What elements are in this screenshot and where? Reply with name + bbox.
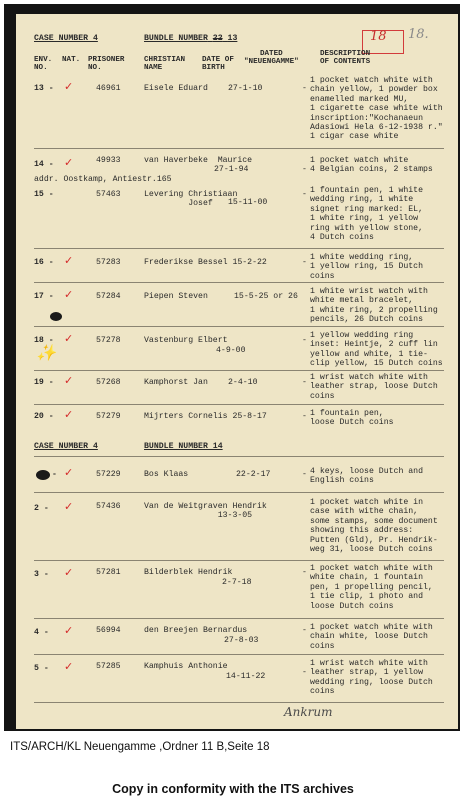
row-address: addr. Oostkamp, Antiestr.165 — [34, 175, 172, 184]
row-name: Vastenburg Elbert — [144, 336, 228, 345]
row-prisoner-no: 57278 — [96, 336, 121, 345]
row-divider — [34, 248, 444, 249]
row-divider — [34, 404, 444, 405]
row-name: Van de Weitgraven Hendrik 13-3-05 — [144, 502, 267, 521]
row-env-no: 17 - — [34, 292, 54, 301]
row-description: 1 yellow wedding ring inset: Heintje, 2 cuff lin yellow and white, 1 tie- clip yellow, 15 Dutch coins — [310, 331, 443, 369]
col-date-of-birth: DATE OF BIRTH — [202, 56, 234, 73]
col-nat: NAT. — [62, 56, 81, 64]
red-check-mark: ✓ — [64, 466, 74, 479]
row-env-no: 14 - — [34, 160, 54, 169]
red-check-mark: ✓ — [64, 566, 74, 579]
row-name: Eisele Eduard — [144, 84, 208, 93]
row-description: 1 wrist watch white with leather strap, 1 yellow wedding ring, loose Dutch coins — [310, 659, 433, 697]
row-env-no: 2 - — [34, 504, 49, 513]
row-prisoner-no: 57279 — [96, 412, 121, 421]
col-dated: DATED "NEUENGAMME" — [244, 50, 299, 67]
bundle-number-heading — [144, 34, 237, 43]
row-dob: 4-9-00 — [216, 346, 246, 355]
bundle-label: BUNDLE NUMBER — [144, 34, 208, 43]
row-prisoner-no: 57436 — [96, 502, 121, 511]
row-prisoner-no: 57284 — [96, 292, 121, 301]
red-check-mark: ✓ — [64, 332, 74, 345]
row-description: 1 wrist watch white with leather strap, loose Dutch coins — [310, 373, 438, 401]
row-dash: - — [302, 165, 307, 174]
row-dob: 22-2-17 — [236, 470, 271, 479]
row-prisoner-no: 57268 — [96, 378, 121, 387]
row-name: Mijrters Cornelis 25-8-17 — [144, 412, 267, 421]
row-prisoner-no: 57285 — [96, 662, 121, 671]
row-dob: 2-7-18 — [222, 578, 252, 587]
row-name: Piepen Steven — [144, 292, 208, 301]
red-check-mark: ✓ — [64, 374, 74, 387]
row-divider — [34, 326, 444, 327]
col-description: DESCRIPTION OF CONTENTS — [320, 50, 371, 67]
row-env-no: - — [52, 470, 57, 479]
row-name: Kamphorst Jan — [144, 378, 208, 387]
row-dob: 15-5-25 or 26 — [234, 292, 298, 301]
case-number-heading-2: CASE NUMBER 4 — [34, 442, 98, 451]
red-check-mark: ✓ — [64, 500, 74, 513]
row-env-no: 3 - — [34, 570, 49, 579]
conformity-note: Copy in conformity with the ITS archives — [112, 782, 354, 796]
row-description: 1 pocket watch white in case with withe chain, some stamps, some document showing this address: Putten (Gld), Pr. Hendrik- weg 31, loose Dutch coins — [310, 498, 438, 555]
row-divider — [34, 702, 444, 703]
row-env-no: 4 - — [34, 628, 49, 637]
row-dob: 27-8-03 — [224, 636, 259, 645]
row-dash: - — [302, 190, 307, 199]
document-page — [16, 14, 458, 729]
row-prisoner-no: 57229 — [96, 470, 121, 479]
row-dob: 14-11-22 — [226, 672, 266, 681]
document-scan-frame — [4, 4, 460, 731]
row-env-no: 15 - — [34, 190, 54, 199]
row-dash: - — [302, 336, 307, 345]
row-divider — [34, 370, 444, 371]
row-name: Frederikse Bessel 15-2-22 — [144, 258, 267, 267]
row-dob: 2-4-10 — [228, 378, 258, 387]
row-description: 1 fountain pen, loose Dutch coins — [310, 409, 394, 428]
red-check-mark: ✓ — [64, 254, 74, 267]
row-prisoner-no: 57463 — [96, 190, 121, 199]
row-description: 1 fountain pen, 1 white wedding ring, 1 white signet ring marked: EL, 1 white ring, 1 yellow ring with yellow stone, 4 Dutch coins — [310, 186, 424, 243]
row-prisoner-no: 49933 — [96, 156, 121, 165]
pencil-mark: ✨ — [36, 343, 56, 362]
ink-blot — [50, 312, 62, 321]
row-env-no: 16 - — [34, 258, 54, 267]
row-name: Levering Christiaan Josef — [144, 190, 238, 209]
page-number-red: 18 — [370, 29, 387, 44]
row-env-no: 13 - — [34, 84, 54, 93]
row-divider — [34, 618, 444, 619]
case-number-heading: CASE NUMBER 4 — [34, 34, 98, 43]
row-env-no: 18 - — [34, 336, 54, 345]
row-dob: 27-1-94 — [214, 165, 249, 174]
row-dash: - — [302, 412, 307, 421]
row-description: 1 pocket watch white 4 Belgian coins, 2 stamps — [310, 156, 433, 175]
red-check-mark: ✓ — [64, 408, 74, 421]
row-name: Kamphuis Anthonie — [144, 662, 228, 671]
red-check-mark: ✓ — [64, 156, 74, 169]
row-env-no: 5 - — [34, 664, 49, 673]
row-divider — [34, 456, 444, 457]
row-divider — [34, 560, 444, 561]
archive-reference: ITS/ARCH/KL Neuengamme ,Ordner 11 B,Seite 18 — [10, 741, 270, 753]
row-divider — [34, 654, 444, 655]
row-description: 1 white wrist watch with white metal bracelet, 1 white ring, 2 propelling pencils, 26 Dutch coins — [310, 287, 438, 325]
row-name: den Breejen Bernardus — [144, 626, 248, 635]
row-dash: - — [302, 626, 307, 635]
row-dob: 15-11-00 — [228, 198, 268, 207]
row-dash: - — [302, 378, 307, 387]
red-check-mark: ✓ — [64, 80, 74, 93]
row-dash: - — [302, 84, 307, 93]
row-description: 1 pocket watch white with white chain, 1 fountain pen, 1 propelling pencil, 1 tie clip, 1 photo and loose Dutch coins — [310, 564, 433, 611]
row-prisoner-no: 56994 — [96, 626, 121, 635]
page-number-pencil: 18. — [408, 27, 429, 42]
row-description: 1 pocket watch white with chain white, loose Dutch coins — [310, 623, 433, 651]
red-check-mark: ✓ — [64, 288, 74, 301]
row-dash: - — [302, 668, 307, 677]
row-prisoner-no: 57283 — [96, 258, 121, 267]
row-name: van Haverbeke Maurice — [144, 156, 253, 165]
col-christian-name: CHRISTIAN NAME — [144, 56, 186, 73]
row-divider — [34, 282, 444, 283]
row-description: 4 keys, loose Dutch and English coins — [310, 467, 424, 486]
col-env-no: ENV. NO. — [34, 56, 53, 73]
col-prisoner-no: PRISONER NO. — [88, 56, 125, 73]
bundle-number: 13 — [227, 34, 238, 43]
signature: Ankrum — [284, 705, 333, 719]
row-prisoner-no: 57281 — [96, 568, 121, 577]
row-description: 1 pocket watch white with chain yellow, 1 powder box enamelled marked MU, 1 cigarette case white with inscription:"Kochanaeun Adasiowi Hela 6-12-1938 r." 1 cigar case white — [310, 76, 443, 142]
row-dash: - — [302, 258, 307, 267]
ink-blot — [36, 470, 50, 480]
red-check-mark: ✓ — [64, 660, 74, 673]
row-dash: - — [302, 470, 307, 479]
row-divider — [34, 492, 444, 493]
row-env-no: 20 - — [34, 412, 54, 421]
row-description: 1 white wedding ring, 1 yellow ring, 15 Dutch coins — [310, 253, 424, 281]
row-dash: - — [302, 568, 307, 577]
bundle-crossed-number: 22 — [212, 34, 223, 43]
row-name: Bilderblek Hendrik — [144, 568, 233, 577]
row-env-no: 19 - — [34, 378, 54, 387]
row-prisoner-no: 46961 — [96, 84, 121, 93]
row-dob: 27-1-10 — [228, 84, 263, 93]
red-check-mark: ✓ — [64, 624, 74, 637]
row-divider — [34, 148, 444, 149]
row-name: Bos Klaas — [144, 470, 189, 479]
bundle-number-heading-2: BUNDLE NUMBER 14 — [144, 442, 223, 451]
